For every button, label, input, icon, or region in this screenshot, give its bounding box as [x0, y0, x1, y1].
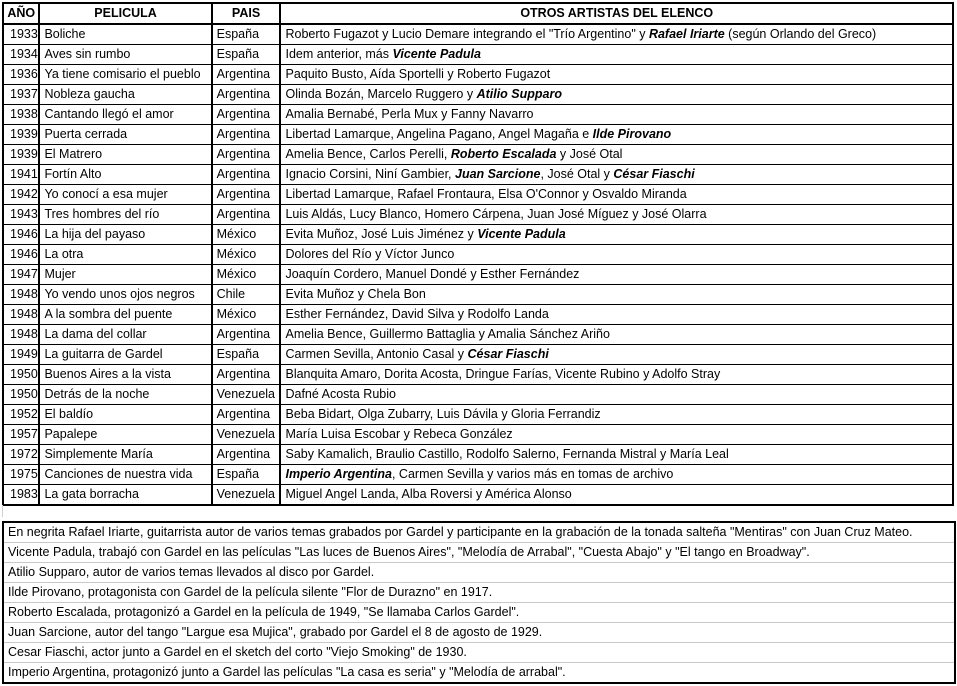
cell-cast: [280, 145, 953, 165]
cast-text: y José Otal: [556, 147, 623, 161]
cell-country: España: [212, 345, 281, 365]
cell-year: 1946: [3, 225, 39, 245]
cell-country: Argentina: [212, 165, 281, 185]
highlighted-artist: Juan Sarcione: [455, 167, 541, 181]
note-row: [3, 663, 955, 684]
cell-year: 1975: [3, 465, 39, 485]
cell-film: Buenos Aires a la vista: [39, 365, 211, 385]
cell-cast: [280, 245, 953, 265]
table-row: [3, 185, 953, 205]
cast-text: Olinda Bozán, Marcelo Ruggero y: [285, 87, 477, 101]
table-row: [3, 305, 953, 325]
cast-text: Evita Muñoz, José Luis Jiménez y: [285, 227, 478, 241]
note-text: Cesar Fiaschi, actor junto a Gardel en el sketch del corto "Viejo Smoking" de 1930.: [3, 643, 955, 663]
cell-year: 1948: [3, 285, 39, 305]
cell-year: 1972: [3, 445, 39, 465]
cell-cast: [280, 465, 953, 485]
cell-cast: [280, 105, 953, 125]
table-row: [3, 465, 953, 485]
table-row: [3, 485, 953, 506]
cell-film: Puerta cerrada: [39, 125, 211, 145]
table-row: [3, 325, 953, 345]
cast-text: (según Orlando del Greco): [724, 27, 877, 41]
cell-country: Argentina: [212, 405, 281, 425]
cell-cast: [280, 285, 953, 305]
cell-film: Mujer: [39, 265, 211, 285]
highlighted-artist: Roberto Escalada: [450, 147, 557, 161]
cast-text: Amalia Bernabé, Perla Mux y Fanny Navarro: [285, 107, 534, 121]
cast-text: Libertad Lamarque, Angelina Pagano, Angel Magaña e: [285, 127, 593, 141]
cell-year: 1946: [3, 245, 39, 265]
cell-cast: [280, 65, 953, 85]
note-row: [3, 543, 955, 563]
cell-film: Yo conocí a esa mujer: [39, 185, 211, 205]
cast-text: Amelia Bence, Guillermo Battaglia y Amalia Sánchez Ariño: [285, 327, 610, 341]
cell-country: Argentina: [212, 125, 281, 145]
cell-film: La gata borracha: [39, 485, 211, 506]
cell-cast: [280, 85, 953, 105]
note-row: [3, 643, 955, 663]
highlighted-artist: Vicente Padula: [477, 227, 566, 241]
note-row: [3, 563, 955, 583]
cast-text: Blanquita Amaro, Dorita Acosta, Dringue Farías, Vicente Rubino y Adolfo Stray: [285, 367, 721, 381]
cell-year: 1943: [3, 205, 39, 225]
note-row: [3, 522, 955, 543]
cell-film: La otra: [39, 245, 211, 265]
table-row: [3, 285, 953, 305]
cell-cast: [280, 365, 953, 385]
header-year: AÑO: [3, 3, 39, 24]
cast-text: Roberto Fugazot y Lucio Demare integrando el "Trío Argentino" y: [285, 27, 649, 41]
cell-year: 1937: [3, 85, 39, 105]
cell-year: 1939: [3, 125, 39, 145]
table-row: [3, 405, 953, 425]
cell-film: Fortín Alto: [39, 165, 211, 185]
cell-year: 1952: [3, 405, 39, 425]
table-row: [3, 145, 953, 165]
cast-text: , Carmen Sevilla y varios más en tomas de archivo: [391, 467, 674, 481]
cell-film: Yo vendo unos ojos negros: [39, 285, 211, 305]
cast-text: Beba Bidart, Olga Zubarry, Luis Dávila y Gloria Ferrandiz: [285, 407, 601, 421]
cell-film: Boliche: [39, 24, 211, 45]
notes-table: [2, 521, 956, 684]
table-row: [3, 125, 953, 145]
cell-cast: [280, 425, 953, 445]
cell-year: 1938: [3, 105, 39, 125]
cast-text: Idem anterior, más: [285, 47, 393, 61]
table-row: [3, 85, 953, 105]
cell-year: 1942: [3, 185, 39, 205]
cell-year: 1934: [3, 45, 39, 65]
cast-text: Joaquín Cordero, Manuel Dondé y Esther Fernández: [285, 267, 580, 281]
cell-cast: [280, 185, 953, 205]
table-row: [3, 425, 953, 445]
highlighted-artist: César Fiaschi: [467, 347, 549, 361]
cell-cast: [280, 205, 953, 225]
cell-cast: [280, 125, 953, 145]
cast-text: Esther Fernández, David Silva y Rodolfo Landa: [285, 307, 549, 321]
cell-film: La hija del payaso: [39, 225, 211, 245]
table-row: [3, 65, 953, 85]
note-text: Roberto Escalada, protagonizó a Gardel en la película de 1949, "Se llamaba Carlos Gardel".: [3, 603, 955, 623]
cell-year: 1949: [3, 345, 39, 365]
cast-text: Dolores del Río y Víctor Junco: [285, 247, 455, 261]
cast-text: María Luisa Escobar y Rebeca González: [285, 427, 513, 441]
cell-film: La guitarra de Gardel: [39, 345, 211, 365]
cell-cast: [280, 325, 953, 345]
note-text: Ilde Pirovano, protagonista con Gardel de la película silente "Flor de Durazno" en 1917.: [3, 583, 955, 603]
cell-film: Detrás de la noche: [39, 385, 211, 405]
cell-country: España: [212, 465, 281, 485]
cell-film: Papalepe: [39, 425, 211, 445]
cell-year: 1941: [3, 165, 39, 185]
cell-country: Venezuela: [212, 485, 281, 506]
cell-country: México: [212, 225, 281, 245]
cell-cast: [280, 405, 953, 425]
cell-year: 1933: [3, 24, 39, 45]
table-row: [3, 225, 953, 245]
cell-cast: [280, 24, 953, 45]
cell-country: Argentina: [212, 205, 281, 225]
cell-year: 1948: [3, 325, 39, 345]
films-table: [2, 2, 954, 506]
cell-year: 1983: [3, 485, 39, 506]
cast-text: Dafné Acosta Rubio: [285, 387, 396, 401]
cell-film: Aves sin rumbo: [39, 45, 211, 65]
table-row: [3, 265, 953, 285]
cell-country: México: [212, 305, 281, 325]
cell-year: 1950: [3, 385, 39, 405]
table-row: [3, 445, 953, 465]
highlighted-artist: César Fiaschi: [613, 167, 695, 181]
cell-film: Simplemente María: [39, 445, 211, 465]
header-cast: OTROS ARTISTAS DEL ELENCO: [280, 3, 953, 24]
cell-film: Cantando llegó el amor: [39, 105, 211, 125]
cell-country: Argentina: [212, 145, 281, 165]
note-row: [3, 603, 955, 623]
cell-country: Argentina: [212, 365, 281, 385]
cast-text: Luis Aldás, Lucy Blanco, Homero Cárpena, Juan José Míguez y José Olarra: [285, 207, 707, 221]
cast-text: , José Otal y: [540, 167, 614, 181]
table-row: [3, 345, 953, 365]
cast-text: Amelia Bence, Carlos Perelli,: [285, 147, 451, 161]
cell-year: 1947: [3, 265, 39, 285]
table-row: [3, 245, 953, 265]
cell-country: Argentina: [212, 105, 281, 125]
cell-cast: [280, 45, 953, 65]
cell-film: A la sombra del puente: [39, 305, 211, 325]
table-row: [3, 205, 953, 225]
cell-country: Chile: [212, 285, 281, 305]
cell-country: España: [212, 24, 281, 45]
cell-cast: [280, 345, 953, 365]
cell-country: Argentina: [212, 85, 281, 105]
cell-film: La dama del collar: [39, 325, 211, 345]
cell-year: 1950: [3, 365, 39, 385]
cell-cast: [280, 165, 953, 185]
cast-text: Libertad Lamarque, Rafael Frontaura, Elsa O'Connor y Osvaldo Miranda: [285, 187, 687, 201]
table-row: [3, 105, 953, 125]
cell-year: 1948: [3, 305, 39, 325]
cast-text: Paquito Busto, Aída Sportelli y Roberto Fugazot: [285, 67, 551, 81]
cell-cast: [280, 305, 953, 325]
cell-film: El baldío: [39, 405, 211, 425]
cast-text: Evita Muñoz y Chela Bon: [285, 287, 426, 301]
cell-film: Ya tiene comisario el pueblo: [39, 65, 211, 85]
cast-text: Miguel Angel Landa, Alba Roversi y América Alonso: [285, 487, 572, 501]
cell-cast: [280, 445, 953, 465]
highlighted-artist: Rafael Iriarte: [648, 27, 725, 41]
cell-country: Argentina: [212, 325, 281, 345]
cell-cast: [280, 485, 953, 506]
table-row: [3, 45, 953, 65]
cell-cast: [280, 225, 953, 245]
cast-text: Carmen Sevilla, Antonio Casal y: [285, 347, 468, 361]
note-text: Imperio Argentina, protagonizó junto a Gardel las películas "La casa es seria" y "Melodía de arrabal".: [8, 665, 566, 679]
cell-country: Argentina: [212, 185, 281, 205]
cell-country: México: [212, 265, 281, 285]
header-country: PAIS: [212, 3, 281, 24]
note-text: Juan Sarcione, autor del tango "Largue esa Mujica", grabado por Gardel el 8 de agosto de 1929.: [3, 623, 955, 643]
note-text: Atilio Supparo, autor de varios temas llevados al disco por Gardel.: [3, 563, 955, 583]
header-row: [3, 3, 953, 24]
note-text: En negrita Rafael Iriarte, guitarrista autor de varios temas grabados por Gardel y participante en la grabación de la tonada salteña "Mentiras" con Juan Cruz Mateo.: [3, 522, 955, 543]
table-row: [3, 165, 953, 185]
cell-country: Argentina: [212, 65, 281, 85]
cell-year: 1957: [3, 425, 39, 445]
table-row: [3, 385, 953, 405]
cell-country: Venezuela: [212, 425, 281, 445]
header-film: PELICULA: [39, 3, 211, 24]
note-text: Vicente Padula, trabajó con Gardel en las películas "Las luces de Buenos Aires", "Melodía de Arrabal", "Cuesta Abajo" y "El tango en Broadway".: [3, 543, 955, 563]
note-row: [3, 583, 955, 603]
cast-text: Ignacio Corsini, Niní Gambier,: [285, 167, 455, 181]
table-row: [3, 24, 953, 45]
cell-cast: [280, 265, 953, 285]
highlighted-artist: Imperio Argentina: [285, 467, 392, 481]
highlighted-artist: Vicente Padula: [392, 47, 481, 61]
cell-country: México: [212, 245, 281, 265]
cell-film: El Matrero: [39, 145, 211, 165]
cell-country: Venezuela: [212, 385, 281, 405]
spacer: [2, 505, 955, 517]
cell-film: Canciones de nuestra vida: [39, 465, 211, 485]
cell-cast: [280, 385, 953, 405]
cast-text: Saby Kamalich, Braulio Castillo, Rodolfo Salerno, Fernanda Mistral y María Leal: [285, 447, 729, 461]
highlighted-artist: Atilio Supparo: [476, 87, 562, 101]
cell-film: Nobleza gaucha: [39, 85, 211, 105]
cell-year: 1936: [3, 65, 39, 85]
note-row: [3, 623, 955, 643]
highlighted-artist: Ilde Pirovano: [592, 127, 672, 141]
cell-country: Argentina: [212, 445, 281, 465]
cell-year: 1939: [3, 145, 39, 165]
cell-country: España: [212, 45, 281, 65]
table-row: [3, 365, 953, 385]
cell-film: Tres hombres del río: [39, 205, 211, 225]
